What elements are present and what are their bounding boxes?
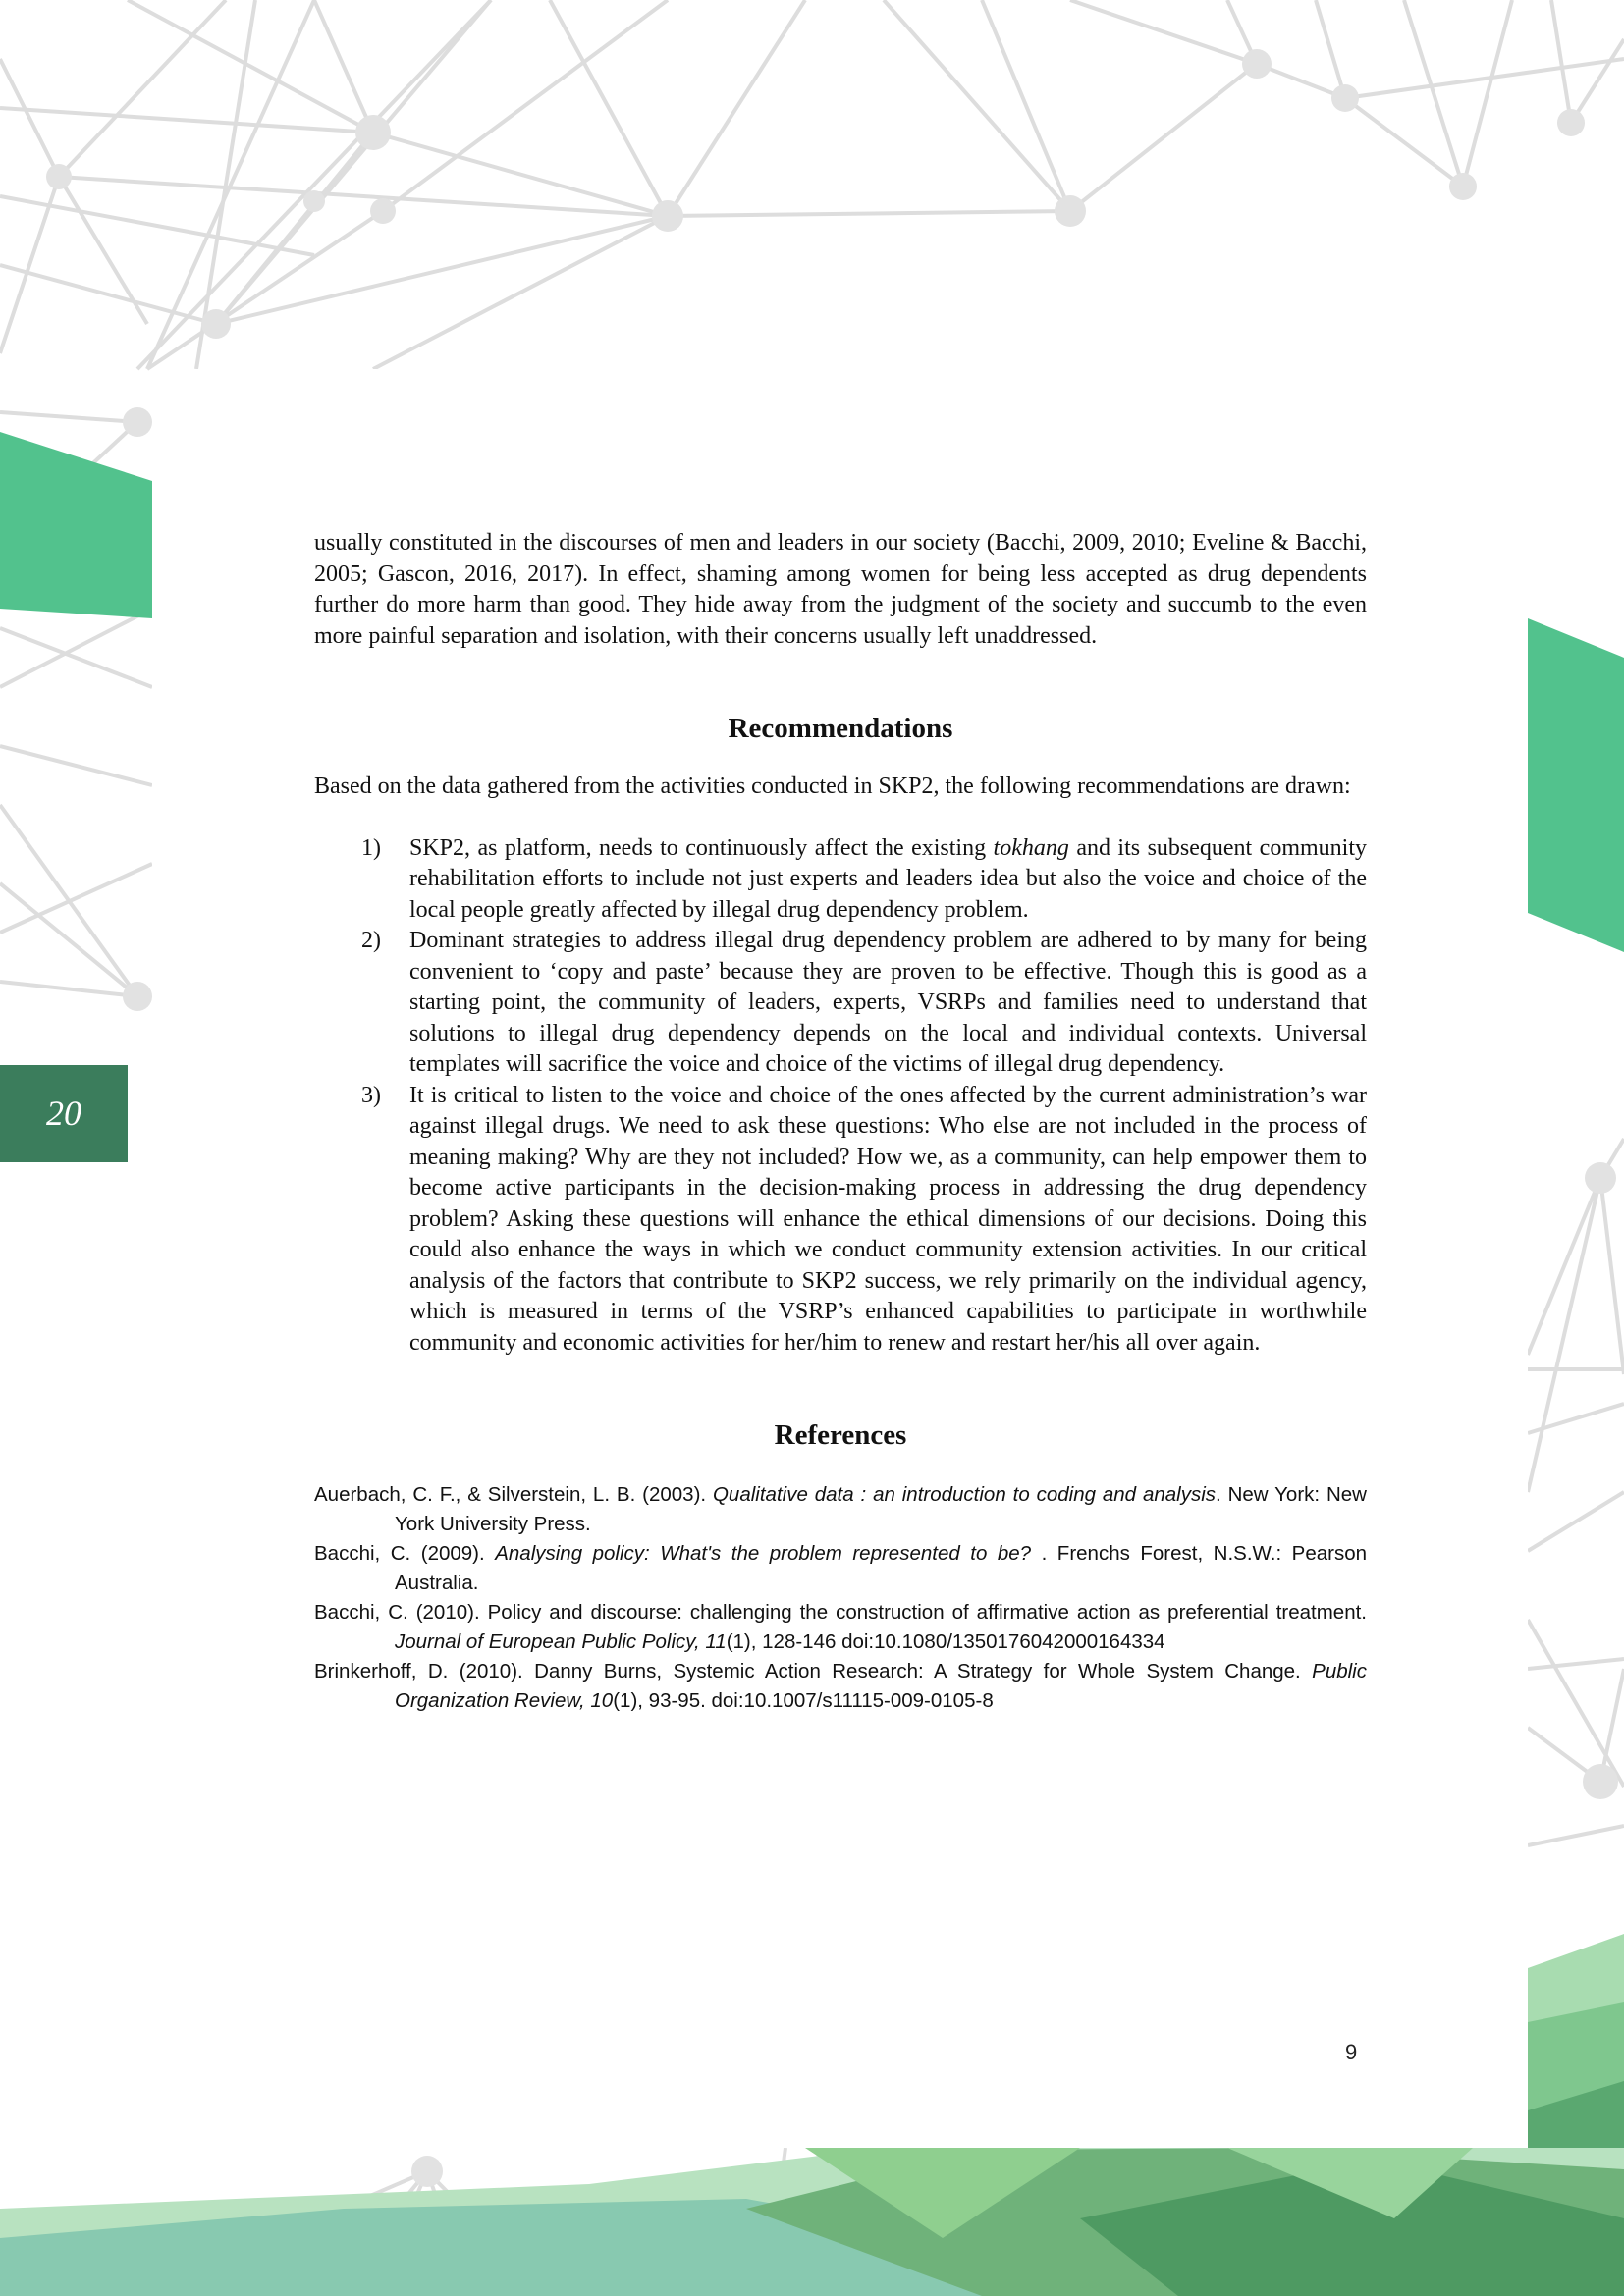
recommendation-number: 2): [361, 928, 381, 953]
recommendation-text: and its subsequent community rehabilitation efforts to include not just experts and leaders idea but also the voice and choice of the local people greatly affected by illegal drug dependency problem.: [409, 834, 1367, 923]
intro-paragraph: usually constituted in the discourses of men and leaders in our society (Bacchi, 2009, 2010; Eveline & Bacchi, 2005; Gascon, 2016, 2017). In effect, shaming among women for being less accepted as drug dependents further do more harm than good. They hide away from the judgment of the society and succumb to the even more painful separation and isolation, with their concerns usually left unaddressed.: [314, 530, 1367, 649]
reference-entry: [314, 1657, 1367, 1716]
recommendation-number: 3): [361, 1082, 381, 1108]
recommendation-text: It is critical to listen to the voice and choice of the ones affected by the current administration’s war against illegal drugs. We need to ask these questions: Who else are not included in the process of meaning making? Why are they not included? How we, as a community, can help empower them to become active participants in the decision-making process in addressing the drug dependency problem? Asking these questions will enhance the ethical dimensions of our decisions. Doing this could also enhance the ways in which we conduct community extension activities. In our critical analysis of the factors that contribute to SKP2 success, we rely primarily on the individual agency, which is measured in terms of the VSRP’s enhanced capabilities to participate in worthwhile community and economic activities for her/him to renew and restart her/his all over again.: [409, 1082, 1367, 1356]
recommendation-emphasis: tokhang: [993, 834, 1069, 861]
reference-text: . Frenchs Forest, N.S.W.: Pearson Australia.: [395, 1542, 1368, 1594]
references-heading: References: [774, 1419, 907, 1451]
reference-text: Bacchi, C. (2009).: [314, 1542, 496, 1565]
recommendation-item-1: [314, 833, 1367, 927]
reference-text: (1), 128-146 doi:10.1080/1350176042000164334: [726, 1630, 1165, 1653]
recommendation-item-2: [314, 926, 1367, 1081]
recommendations-list: [314, 833, 1367, 1360]
reference-entry: [314, 1539, 1367, 1598]
reference-text: Brinkerhoff, D. (2010). Danny Burns, Systemic Action Research: A Strategy for Whole System Change.: [314, 1660, 1313, 1682]
reference-italic: Qualitative data : an introduction to coding and analysis: [712, 1483, 1217, 1506]
reference-text: Auerbach, C. F., & Silverstein, L. B. (2003).: [314, 1483, 713, 1506]
reference-text: . New York: New York University Press.: [395, 1483, 1367, 1535]
recommendation-item-3: [314, 1081, 1367, 1360]
reference-entry: [314, 1598, 1367, 1657]
recommendation-number: 1): [361, 834, 381, 861]
chapter-page-tab: 20: [0, 1065, 128, 1162]
reference-italic: Journal of European Public Policy, 11: [395, 1630, 727, 1653]
reference-text: Bacchi, C. (2010). Policy and discourse: challenging the construction of affirmative action as preferential treatment.: [314, 1601, 1367, 1624]
reference-italic: Public Organization Review, 10: [395, 1660, 1367, 1712]
references-list: [314, 1480, 1367, 1716]
recommendation-text: SKP2, as platform, needs to continuously affect the existing: [409, 834, 994, 861]
recommendations-intro: Based on the data gathered from the activities conducted in SKP2, the following recommendations are drawn:: [314, 774, 1351, 799]
page-number: 9: [1345, 2040, 1358, 2064]
recommendations-heading: Recommendations: [728, 713, 953, 744]
reference-text: (1), 93-95. doi:10.1007/s11115-009-0105-8: [613, 1689, 994, 1712]
reference-italic: Analysing policy: What's the problem represented to be?: [495, 1542, 1032, 1565]
document-body: [314, 528, 1367, 1716]
reference-entry: [314, 1480, 1367, 1539]
recommendation-text: Dominant strategies to address illegal drug dependency problem are adhered to by many for being convenient to ‘copy and paste’ because they are proven to be effective. Though this is good as a starting point, the community of leaders, experts, VSRPs and families need to understand that solutions to illegal drug dependency depends on the local and individual contexts. Universal templates will sacrifice the voice and choice of the victims of illegal drug dependency.: [409, 928, 1367, 1077]
